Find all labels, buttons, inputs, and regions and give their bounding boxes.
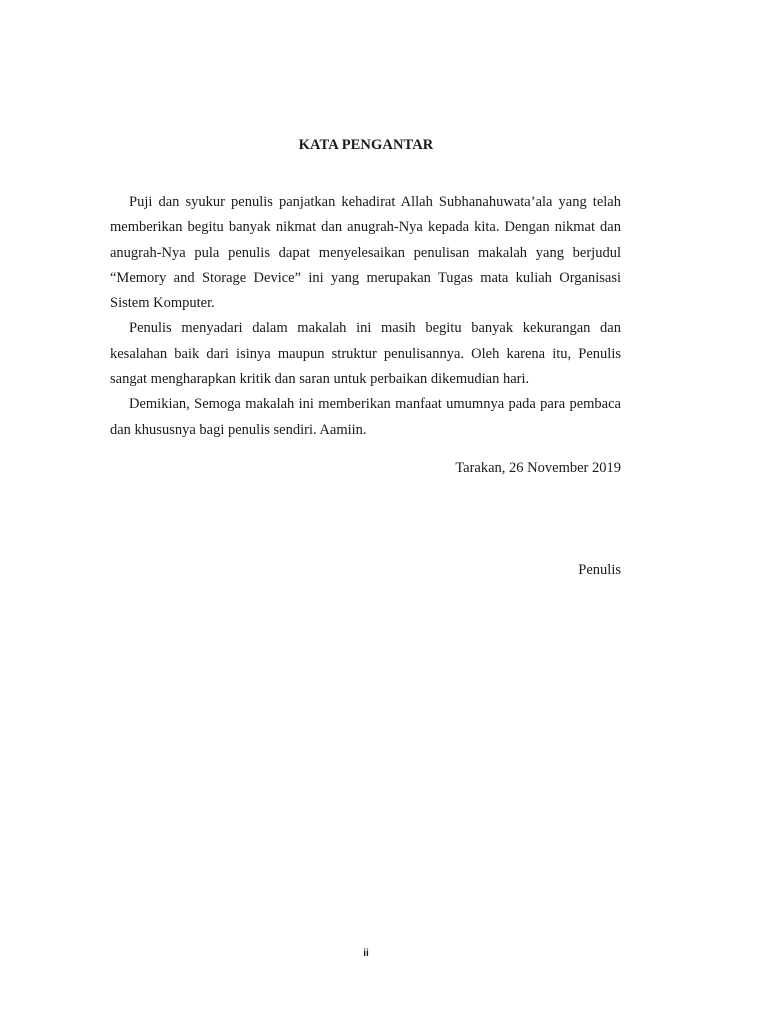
author-signature: Penulis (578, 562, 621, 578)
paragraph-2: Penulis menyadari dalam makalah ini masih begitu banyak kekurangan dan kesalahan baik dari isinya maupun struktur penulisannya. Oleh karena itu, Penulis sangat mengharapkan kritik dan saran untuk perbaikan dikemudian hari. (110, 320, 621, 388)
paragraph-1: Puji dan syukur penulis panjatkan kehadirat Allah Subhanahuwata’ala yang telah memberikan begitu banyak nikmat dan anugrah-Nya kepada kita. Dengan nikmat dan anugrah-Nya pula penulis dapat menyelesaikan penulisan makalah yang berjudul “Memory and Storage Device” ini yang merupakan Tugas mata kuliah Organisasi Sistem Komputer. (110, 194, 621, 312)
body-text (110, 190, 621, 443)
page-title: KATA PENGANTAR (298, 137, 434, 153)
page-number: ii (363, 948, 369, 959)
place-date: Tarakan, 26 November 2019 (455, 460, 621, 476)
paragraph-3: Demikian, Semoga makalah ini memberikan manfaat umumnya pada para pembaca dan khususnya bagi penulis sendiri. Aamiin. (110, 396, 621, 438)
